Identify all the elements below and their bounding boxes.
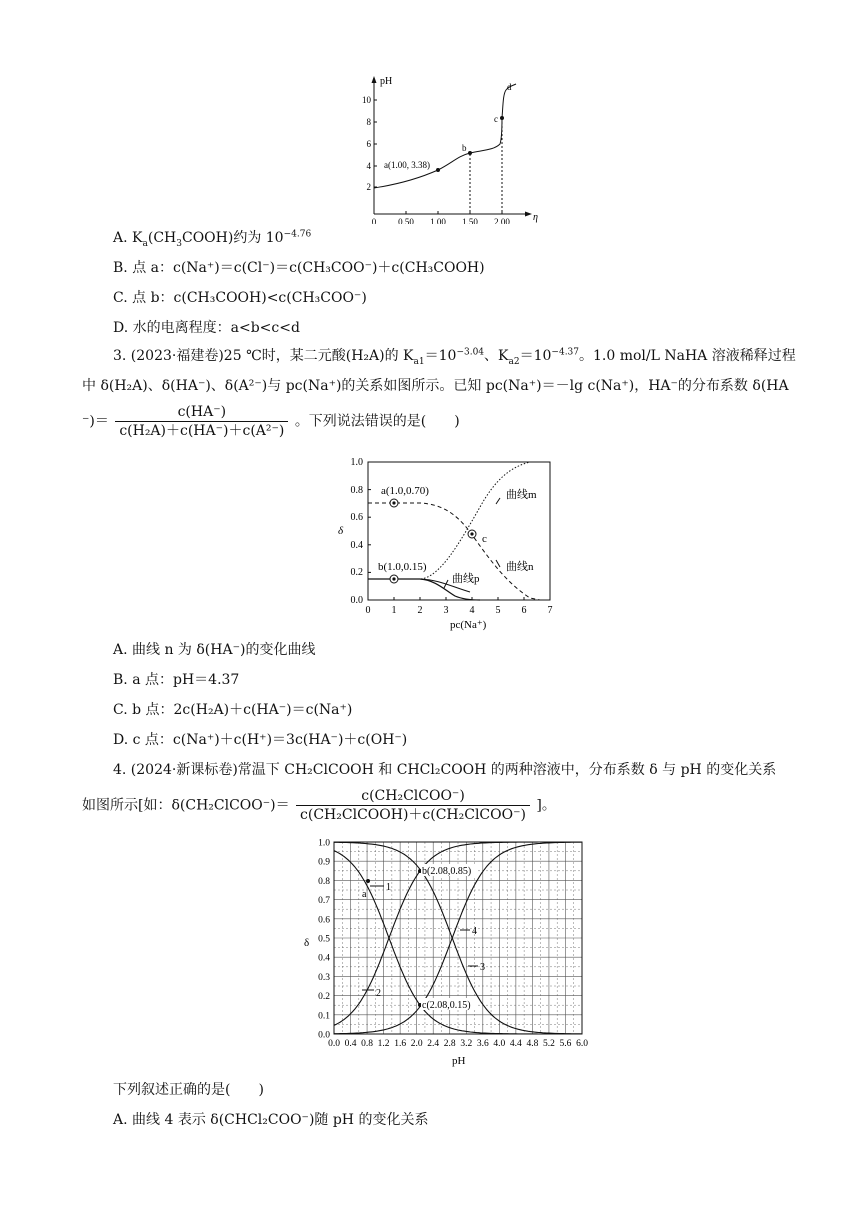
- y-axis-arrow: [372, 76, 377, 83]
- curve-m-label: 曲线m: [506, 489, 537, 501]
- x-tick: 5.6: [559, 1039, 572, 1049]
- y-tick: 0.5: [318, 934, 330, 945]
- y-tick: 1.0: [350, 457, 363, 468]
- point-a-label: a: [362, 889, 367, 900]
- x-tick: 0: [371, 217, 377, 224]
- y-tick: 0.0: [318, 1030, 330, 1041]
- x-axis-arrow: [525, 212, 532, 217]
- x-tick: 3: [443, 605, 449, 616]
- x-tick: 1.2: [377, 1039, 390, 1049]
- y-tick: 0.6: [350, 512, 363, 523]
- curve-n-label: 曲线n: [506, 561, 534, 573]
- x-tick: 1: [391, 605, 397, 616]
- point-b-label: b(2.08,0.85): [422, 866, 472, 877]
- curve-n: [368, 503, 540, 600]
- point-b-label: b: [462, 143, 467, 153]
- y-tick: 0.4: [350, 540, 363, 551]
- point-a-label: a(1.0,0.70): [381, 485, 429, 497]
- q4-prompt: 下列叙述正确的是( ): [113, 1082, 264, 1098]
- y-tick: 0.1: [318, 1011, 330, 1022]
- y-axis-label: δ: [304, 937, 310, 949]
- q2-option-b: B. 点 a：c(Na⁺)＝c(Cl⁻)＝c(CH₃COO⁻)＋c(CH₃COOH): [113, 260, 485, 276]
- y-tick: 8: [366, 117, 371, 127]
- point-c-label: c(2.08,0.15): [422, 1000, 471, 1011]
- x-tick: 2.00: [494, 217, 510, 224]
- y-tick: 0.6: [318, 915, 330, 926]
- y-tick: 0.2: [350, 567, 363, 578]
- x-tick: 3.6: [476, 1039, 489, 1049]
- x-axis-label: η: [533, 212, 538, 223]
- x-tick: 2.8: [443, 1039, 456, 1049]
- q3-fraction: $\frac{c(HA^-)}{\text{c(H₂A)＋c(HA⁻)＋c(A²⁻)}}$: [115, 404, 288, 439]
- q3-stem-line1: 3. (2023·福建卷)25 ℃时，某二元酸(H₂A)的 $K_{a1}=10^{-3.04}$、$K_{a2}=10^{-4.37}$。1.0 mol/L NaHA 溶液稀释过程: [113, 347, 796, 367]
- x-tick: 4.0: [493, 1039, 506, 1049]
- q2-option-d: D. 水的电离程度：a<b<c<d: [113, 320, 300, 336]
- y-tick: 2: [366, 182, 371, 192]
- x-tick: 7: [547, 605, 553, 616]
- distribution-figure-q3: [330, 452, 570, 634]
- titration-figure: [360, 74, 540, 224]
- y-tick: 0.0: [350, 595, 363, 606]
- y-tick: 0.2: [318, 992, 330, 1003]
- x-tick: 4: [469, 605, 475, 616]
- q2-option-c: C. 点 b：c(CH₃COOH)<c(CH₃COO⁻): [113, 290, 367, 306]
- x-tick: 1.50: [462, 217, 478, 224]
- x-tick: 0.8: [361, 1039, 374, 1049]
- q3-option-a: A. 曲线 n 为 δ(HA⁻)的变化曲线: [113, 642, 316, 658]
- point-c-marker: [500, 116, 504, 120]
- x-tick: 2.0: [410, 1039, 423, 1049]
- point-c-label: c: [482, 533, 487, 545]
- point-c-label: c: [494, 114, 498, 124]
- q4-stem-line1: 4. (2024·新课标卷)常温下 CH₂ClCOOH 和 CHCl₂COOH 的两种溶液中，分布系数 δ 与 pH 的变化关系: [113, 762, 777, 778]
- x-tick: 2: [417, 605, 423, 616]
- x-tick: 1.00: [430, 217, 446, 224]
- y-axis-label: pH: [380, 76, 393, 87]
- curve-2-label: 2: [376, 988, 381, 999]
- x-tick: 0.50: [398, 217, 414, 224]
- point-a-marker: [436, 168, 440, 172]
- curve-p-label: 曲线p: [452, 573, 480, 585]
- curve-3-label: 3: [480, 962, 485, 973]
- q4-stem-line2: 如图所示[如：δ(CH₂ClCOO⁻)＝ $\frac{\text{c(CH₂ClCOO⁻)}}{\text{c(CH₂ClCOOH)＋c(CH₂ClCOO⁻)}}$ ]。: [82, 788, 556, 823]
- x-tick: 2.4: [427, 1039, 440, 1049]
- x-tick: 6: [521, 605, 527, 616]
- y-tick: 0.8: [350, 485, 363, 496]
- q3-stem-line3: ⁻)＝ $\frac{c(HA^-)}{\text{c(H₂A)＋c(HA⁻)＋c(A²⁻)}}$ 。下列说法错误的是( ): [82, 404, 460, 439]
- q3-option-d: D. c 点：c(Na⁺)＋c(H⁺)＝3c(HA⁻)＋c(OH⁻): [113, 732, 408, 748]
- x-tick: 0: [365, 605, 371, 616]
- q4-option-a: A. 曲线 4 表示 δ(CHCl₂COO⁻)随 pH 的变化关系: [113, 1112, 429, 1128]
- x-tick: 4.8: [526, 1039, 539, 1049]
- y-tick: 1.0: [318, 838, 330, 849]
- point-d-label: d: [507, 82, 512, 92]
- distribution-figure-q4: [300, 836, 600, 1072]
- x-tick: 3.2: [460, 1039, 473, 1049]
- point-b-marker: [468, 151, 472, 155]
- y-tick: 0.9: [318, 857, 330, 868]
- y-tick: 0.4: [318, 953, 330, 964]
- x-axis-label: pH: [452, 1055, 466, 1067]
- y-tick: 4: [366, 161, 371, 171]
- curve-4-label: 4: [472, 926, 477, 937]
- y-tick: 10: [362, 95, 371, 105]
- point-b-label: b(1.0,0.15): [378, 561, 427, 573]
- y-axis-label: δ: [338, 525, 344, 537]
- point-a-marker: [366, 879, 370, 883]
- x-tick: 4.4: [509, 1039, 522, 1049]
- y-tick: 0.7: [318, 896, 330, 907]
- x-tick: 1.6: [394, 1039, 407, 1049]
- y-tick: 0.8: [318, 876, 330, 887]
- q3-stem-line2: 中 δ(H₂A)、δ(HA⁻)、δ(A²⁻)与 pc(Na⁺)的关系如图所示。已知 pc(Na⁺)＝－lg c(Na⁺)，HA⁻的分布系数 δ(HA: [82, 378, 789, 394]
- y-tick: 0.3: [318, 972, 330, 983]
- titration-curve: [374, 84, 516, 188]
- q4-fraction: $\frac{\text{c(CH₂ClCOO⁻)}}{\text{c(CH₂ClCOOH)＋c(CH₂ClCOO⁻)}}$: [296, 788, 530, 823]
- point-a-label: a(1.00, 3.38): [384, 160, 430, 170]
- q2-option-a: A. $K_a(CH_3COOH)$约为 $10^{-4.76}$: [113, 229, 312, 249]
- y-tick: 6: [366, 139, 371, 149]
- x-tick: 5: [495, 605, 501, 616]
- q3-option-c: C. b 点：2c(H₂A)＋c(HA⁻)＝c(Na⁺): [113, 702, 353, 718]
- x-tick: 6.0: [576, 1039, 588, 1049]
- x-tick: 0.0: [328, 1039, 340, 1049]
- curve-1-label: 1: [386, 882, 391, 893]
- x-tick: 5.2: [542, 1039, 555, 1049]
- x-tick: 0.4: [344, 1039, 357, 1049]
- q3-option-b: B. a 点：pH＝4.37: [113, 672, 240, 688]
- x-axis-label: pc(Na⁺): [450, 619, 487, 631]
